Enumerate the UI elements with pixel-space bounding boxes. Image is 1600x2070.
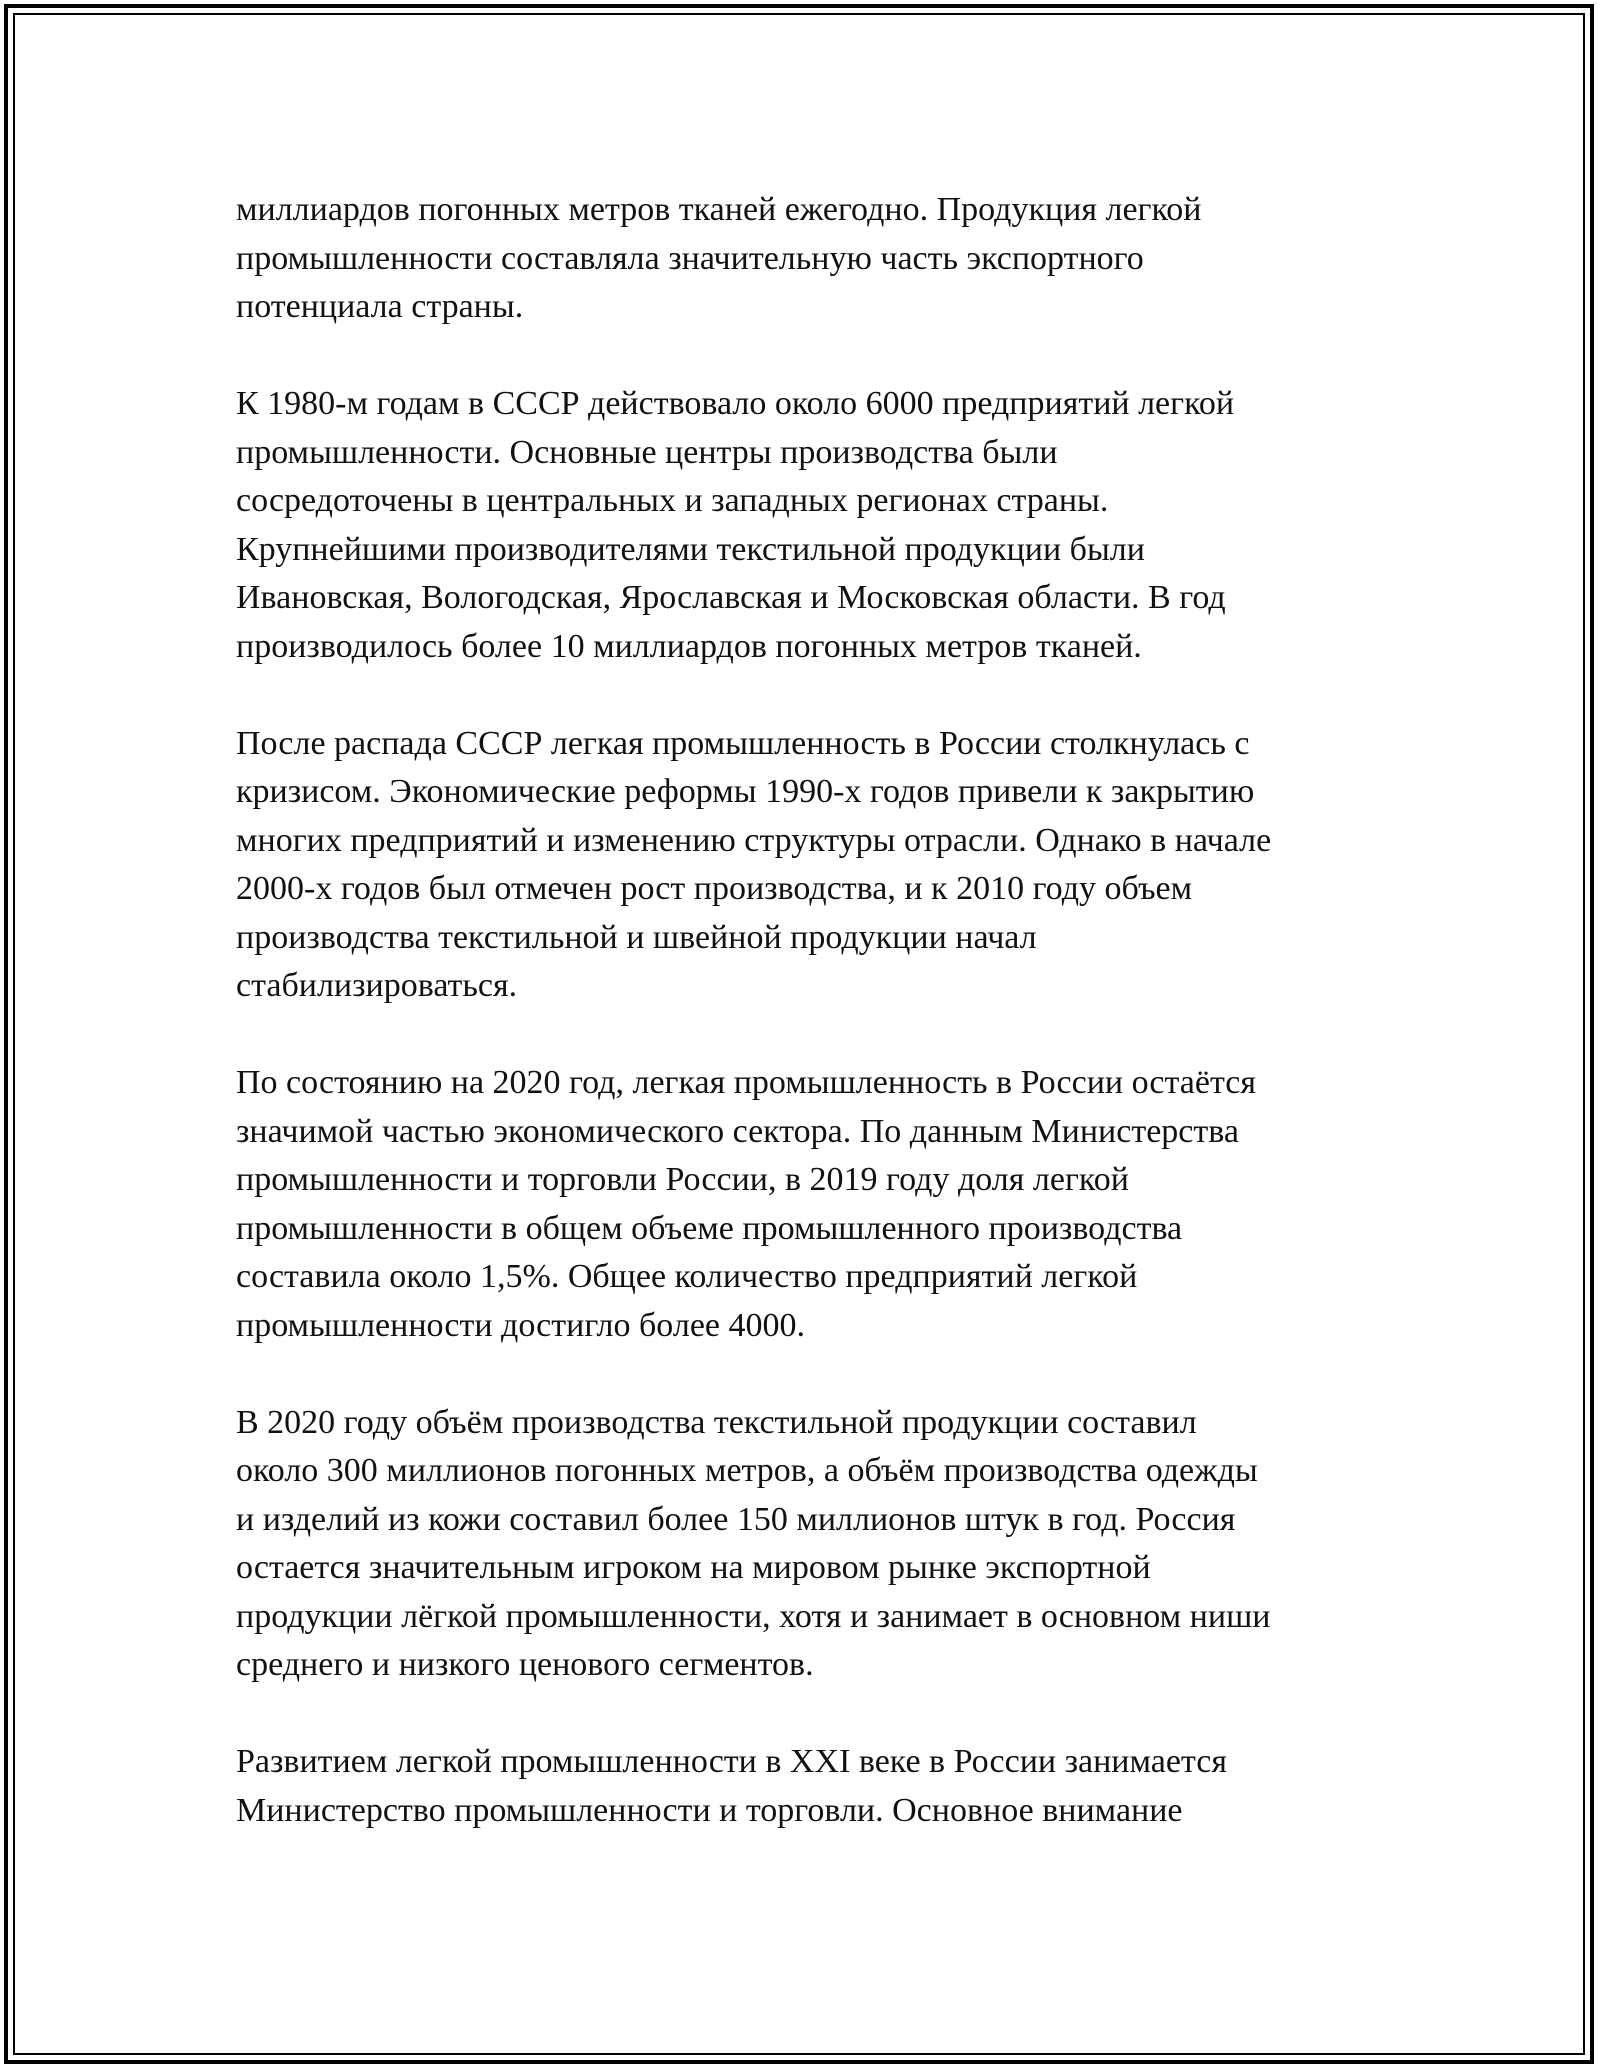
paragraph-1: миллиардов погонных метров тканей ежегодно. Продукция легкой промышленности составляла значительную часть экспортного потенциала страны.: [236, 191, 1202, 325]
paragraph-3: После распада СССР легкая промышленность в России столкнулась с кризисом. Экономические реформы 1990-х годов привели к закрытию многих предприятий и изменению структуры отрасли. Однако в начале 2000-х годов был отмечен рост производства, и к 2010 году объем производства текстильной и швейной продукции начал стабилизироваться.: [236, 724, 1272, 1004]
paragraph-6: Развитием легкой промышленности в XXI веке в России занимается Министерство промышленности и торговли. Основное внимание: [236, 1743, 1227, 1829]
paragraph-4: По состоянию на 2020 год, легкая промышленность в России остаётся значимой частью экономического сектора. По данным Министерства промышленности и торговли России, в 2019 году доля легкой промышленности в общем объеме промышленного производства составила около 1,5%. Общее количество предприятий легкой промышленности достигло более 4000.: [236, 1064, 1256, 1344]
document-body: [236, 186, 1376, 1835]
paragraph-5: В 2020 году объём производства текстильной продукции составил около 300 миллионов погонных метров, а объём производства одежды и изделий из кожи составил более 150 миллионов штук в год. Россия остается значительным игроком на мировом рынке экспортной продукции лёгкой промышленности, хотя и занимает в основном ниши среднего и низкого ценового сегментов.: [236, 1403, 1271, 1683]
paragraph-2: К 1980-м годам в СССР действовало около 6000 предприятий легкой промышленности. Основные центры производства были сосредоточены в центральных и западных регионах страны. Крупнейшими производителями текстильной продукции были Ивановская, Вологодская, Ярославская и Московская области. В год производилось более 10 миллиардов погонных метров тканей.: [236, 385, 1235, 665]
